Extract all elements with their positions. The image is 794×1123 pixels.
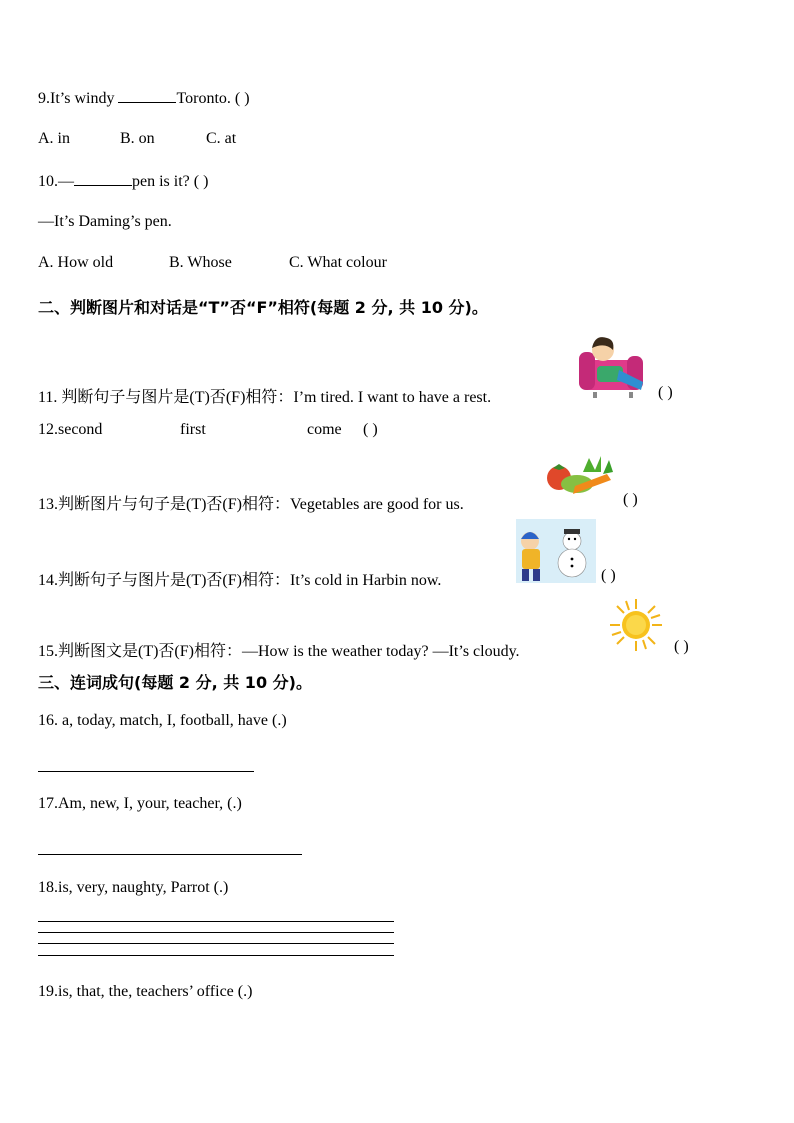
answer-line[interactable] <box>38 932 394 933</box>
section-2-heading: 二、判断图片和对话是“T”否“F”相符(每题 2 分, 共 10 分)。 <box>38 298 488 317</box>
question-11: 11. 判断句子与图片是(T)否(F)相符：I’m tired. I want to have a rest. <box>38 389 492 406</box>
answer-line[interactable] <box>38 955 394 956</box>
answer-line[interactable] <box>38 854 302 855</box>
question-19: 19.is, that, the, teachers’ office (.) <box>38 983 253 1000</box>
question-17: 17.Am, new, I, your, teacher, (.) <box>38 795 242 812</box>
answer-parentheses[interactable]: ( ) <box>363 421 378 438</box>
answer-line[interactable] <box>38 921 394 922</box>
answer-parentheses[interactable]: ( ) <box>674 638 689 655</box>
question-18: 18.is, very, naughty, Parrot (.) <box>38 879 229 896</box>
answer-line[interactable] <box>38 771 254 772</box>
word-1: 12.second <box>38 421 103 438</box>
question-13: 13.判断图片与句子是(T)否(F)相符：Vegetables are good for us. <box>38 496 464 513</box>
option-c[interactable]: C. What colour <box>289 254 387 271</box>
tired-boy-armchair-picture <box>575 330 649 398</box>
question-9-rest: Toronto. ( ) <box>176 90 250 107</box>
vegetables-picture <box>543 450 615 504</box>
fill-blank[interactable] <box>74 171 132 186</box>
word-2: first <box>180 421 206 438</box>
option-b[interactable]: B. Whose <box>169 254 232 271</box>
question-9-options <box>38 130 236 148</box>
option-b[interactable]: B. on <box>120 130 155 147</box>
answer-line[interactable] <box>38 943 394 944</box>
answer-parentheses[interactable]: ( ) <box>623 491 638 508</box>
boy-snowman-picture <box>516 519 596 583</box>
question-10-options <box>38 254 387 272</box>
sun-icon <box>608 597 664 653</box>
question-12 <box>38 421 378 439</box>
option-a[interactable]: A. in <box>38 130 70 147</box>
question-10-stem: 10.— <box>38 173 74 190</box>
question-16: 16. a, today, match, I, football, have (.) <box>38 712 287 729</box>
question-14: 14.判断句子与图片是(T)否(F)相符：It’s cold in Harbin now. <box>38 572 442 589</box>
answer-parentheses[interactable]: ( ) <box>601 567 616 584</box>
question-9 <box>38 88 250 108</box>
question-10-rest: pen is it? ( ) <box>132 173 209 190</box>
answer-parentheses[interactable]: ( ) <box>658 384 673 401</box>
fill-blank[interactable] <box>118 88 176 103</box>
option-a[interactable]: A. How old <box>38 254 114 271</box>
question-9-stem: 9.It’s windy <box>38 90 119 107</box>
question-15: 15.判断图文是(T)否(F)相符：—How is the weather today? —It’s cloudy. <box>38 643 520 660</box>
question-10-reply: —It’s Daming’s pen. <box>38 213 172 230</box>
word-3: come <box>307 421 342 438</box>
question-10 <box>38 171 208 191</box>
option-c[interactable]: C. at <box>206 130 237 147</box>
section-3-heading: 三、连词成句(每题 2 分, 共 10 分)。 <box>38 673 312 692</box>
